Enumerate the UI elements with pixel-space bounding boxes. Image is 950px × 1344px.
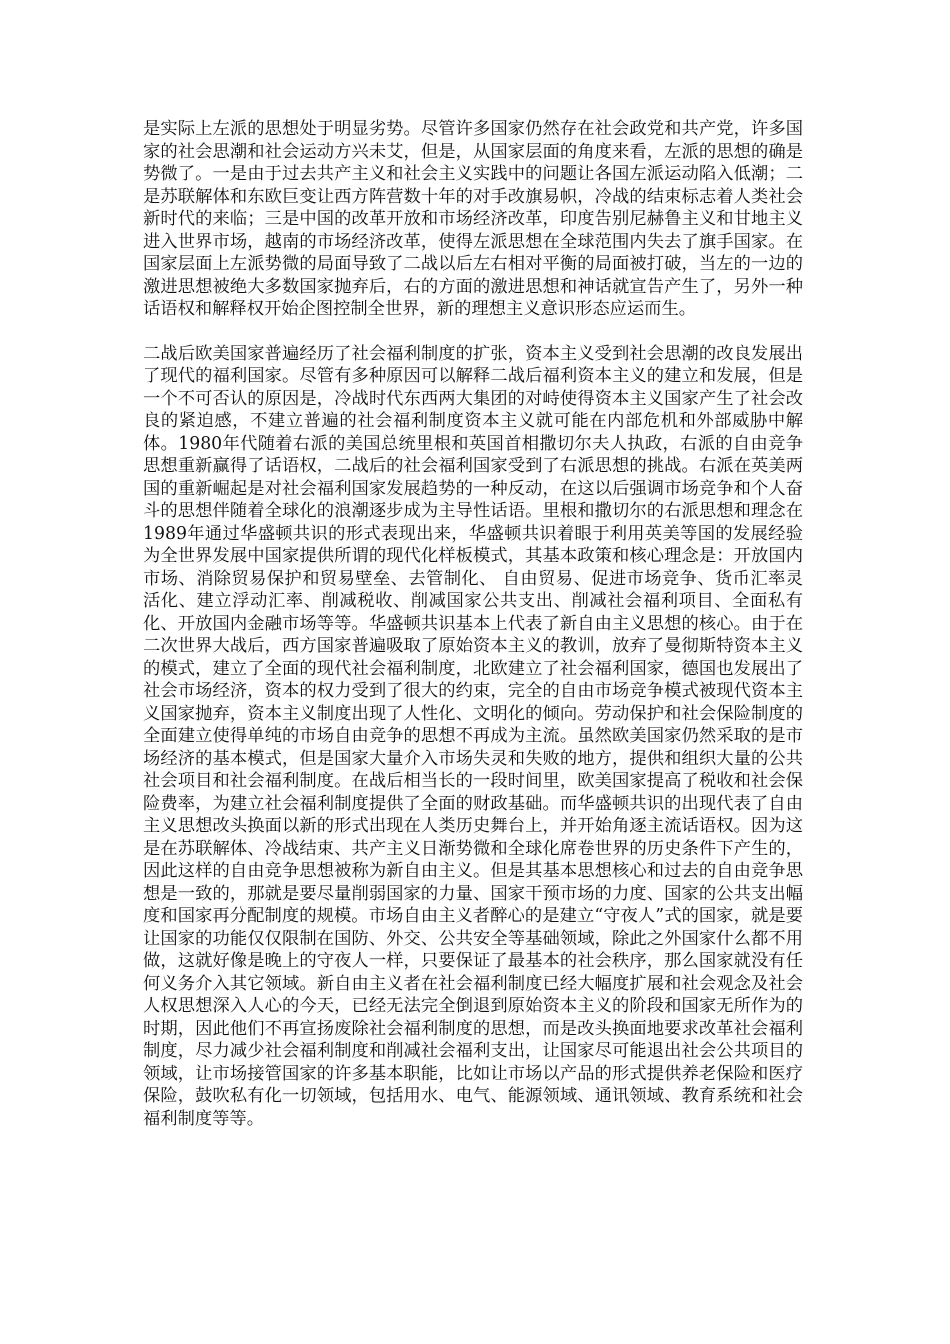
- paragraph-spacer: [143, 321, 803, 343]
- document-page: [143, 118, 803, 1130]
- paragraph-2: 二战后欧美国家普遍经历了社会福利制度的扩张，资本主义受到社会思潮的改良发展出了现代的福利国家。尽管有多种原因可以解释二战后福利资本主义的建立和发展，但是一个不可否认的原因是，冷战时代东西两大集团的对峙使得资本主义国家产生了社会改良的紧迫感，不建立普遍的社会福利制度资本主义就可能在内部危机和外部威胁中解体。1980年代随着右派的美国总统里根和英国首相撒切尔夫人执政，右派的自由竞争思想重新赢得了话语权，二战后的社会福利国家受到了右派思想的挑战。右派在英美两国的重新崛起是对社会福利国家发展趋势的一种反动，在这以后强调市场竞争和个人奋斗的思想伴随着全球化的浪潮逐步成为主导性话语。里根和撒切尔的右派思想和理念在1989年通过华盛顿共识的形式表现出来，华盛顿共识着眼于利用英美等国的发展经验为全世界发展中国家提供所谓的现代化样板模式，其基本政策和核心理念是：开放国内市场、消除贸易保护和贸易壁垒、去管制化、 自由贸易、促进市场竞争、货币汇率灵活化、建立浮动汇率、削减税收、削减国家公共支出、削减社会福利项目、全面私有化、开放国内金融市场等等。华盛顿共识基本上代表了新自由主义思想的核心。由于在二次世界大战后，西方国家普遍吸取了原始资本主义的教训，放弃了曼彻斯特资本主义的模式，建立了全面的现代社会福利制度，北欧建立了社会福利国家，德国也发展出了社会市场经济，资本的权力受到了很大的约束，完全的自由市场竞争模式被现代资本主义国家抛弃，资本主义制度出现了人性化、文明化的倾向。劳动保护和社会保险制度的全面建立使得单纯的市场自由竞争的思想不再成为主流。虽然欧美国家仍然采取的是市场经济的基本模式，但是国家大量介入市场失灵和失败的地方，提供和组织大量的公共社会项目和社会福利制度。在战后相当长的一段时间里，欧美国家提高了税收和社会保险费率，为建立社会福利制度提供了全面的财政基础。而华盛顿共识的出现代表了自由主义思想改头换面以新的形式出现在人类历史舞台上，并开始角逐主流话语权。因为这是在苏联解体、冷战结束、共产主义日渐势微和全球化席卷世界的历史条件下产生的，因此这样的自由竞争思想被称为新自由主义。但是其基本思想核心和过去的自由竞争思想是一致的，那就是要尽量削弱国家的力量、国家干预市场的力度、国家的公共支出幅度和国家再分配制度的规模。市场自由主义者醉心的是建立“守夜人”式的国家，就是要让国家的功能仅仅限制在国防、外交、公共安全等基础领域，除此之外国家什么都不用做，这就好像是晚上的守夜人一样，只要保证了最基本的社会秩序，那么国家就没有任何义务介入其它领域。新自由主义者在社会福利制度已经大幅度扩展和社会观念及社会人权思想深入人心的今天，已经无法完全倒退到原始资本主义的阶段和国家无所作为的时期，因此他们不再宣扬废除社会福利制度的思想，而是改头换面地要求改革社会福利制度，尽力减少社会福利制度和削减社会福利支出，让国家尽可能退出社会公共项目的领域，让市场接管国家的许多基本职能，比如让市场以产品的形式提供养老保险和医疗保险，鼓吹私有化一切领域，包括用水、电气、能源领域、通讯领域、教育系统和社会福利制度等等。: [143, 343, 803, 1129]
- paragraph-1: 是实际上左派的思想处于明显劣势。尽管许多国家仍然存在社会政党和共产党，许多国家的社会思潮和社会运动方兴未艾，但是，从国家层面的角度来看，左派的思想的确是势微了。一是由于过去共产主义和社会主义实践中的问题让各国左派运动陷入低潮；二是苏联解体和东欧巨变让西方阵营数十年的对手改旗易帜，冷战的结束标志着人类社会新时代的来临；三是中国的改革开放和市场经济改革，印度告别尼赫鲁主义和甘地主义进入世界市场，越南的市场经济改革，使得左派思想在全球范围内失去了旗手国家。在国家层面上左派势微的局面导致了二战以后左右相对平衡的局面被打破，当左的一边的激进思想被绝大多数国家抛弃后，右的方面的激进思想和神话就宣告产生了，另外一种话语权和解释权开始企图控制全世界，新的理想主义意识形态应运而生。: [143, 119, 803, 319]
